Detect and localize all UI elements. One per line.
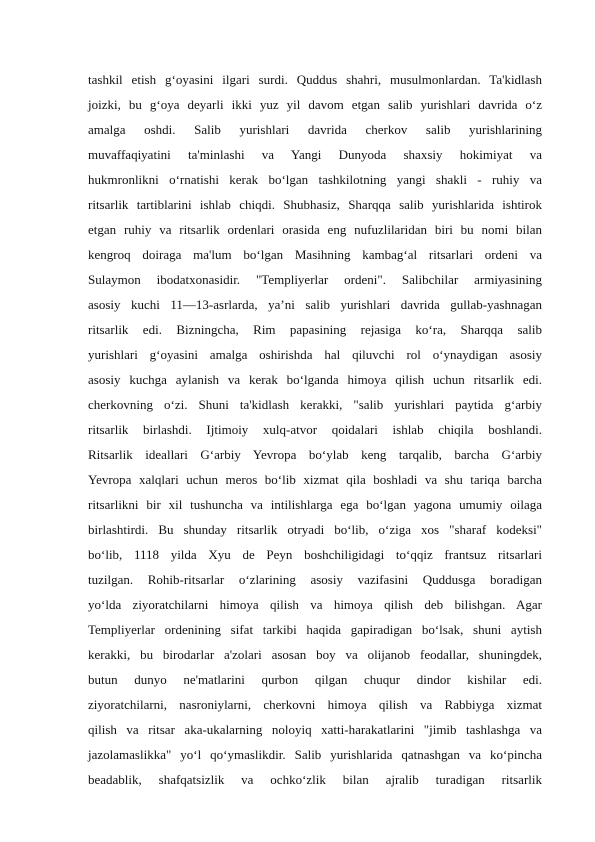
text-line: yo‘lda ziyoratchilarni himoya qilish va himoya qilish deb bilishgan. Agar [88, 597, 542, 612]
text-line: Sulaymon ibodatxonasidir. "Templiyerlar ordeni". Salibchilar armiyasining [88, 272, 542, 287]
text-line: cherkovning o‘zi. Shuni ta'kidlash kerakki, "salib yurishlari paytida g‘arbiy [88, 397, 542, 412]
text-line: muvaffaqiyatini ta'minlashi va Yangi Dunyoda shaxsiy hokimiyat va [88, 147, 542, 162]
text-line: kengroq doiraga ma'lum bo‘lgan Masihning kambag‘al ritsarlari ordeni va [88, 247, 542, 262]
text-line: bo‘lib, 1118 yilda Xyu de Peyn boshchiligidagi to‘qqiz frantsuz ritsarlari [88, 547, 542, 562]
text-line: qilish va ritsar aka-ukalarning noloyiq xatti-harakatlarini "jimib tashlashga va [88, 722, 542, 737]
text-line: jazolamaslikka" yo‘l qo‘ymaslikdir. Salib yurishlarida qatnashgan va ko‘pincha [88, 747, 542, 762]
text-line: tashkil etish g‘oyasini ilgari surdi. Quddus shahri, musulmonlardan. Ta'kidlash [88, 72, 542, 87]
text-line: hukmronlikni o‘rnatishi kerak bo‘lgan tashkilotning yangi shakli - ruhiy va [88, 172, 542, 187]
text-line: birlashtirdi. Bu shunday ritsarlik otryadi bo‘lib, o‘ziga xos "sharaf kodeksi" [88, 522, 542, 537]
text-line: joizki, bu g‘oya deyarli ikki yuz yil davom etgan salib yurishlari davrida o‘z [88, 97, 542, 112]
text-line: amalga oshdi. Salib yurishlari davrida cherkov salib yurishlarining [88, 122, 542, 137]
text-line: tuzilgan. Rohib-ritsarlar o‘zlarining asosiy vazifasini Quddusga boradigan [88, 572, 542, 587]
text-line: Yevropa xalqlari uchun meros bo‘lib xizmat qila boshladi va shu tariqa barcha [88, 472, 542, 487]
text-line: ziyoratchilarni, nasroniylarni, cherkovni himoya qilish va Rabbiyga xizmat [88, 697, 542, 712]
body-text [88, 67, 542, 792]
text-line: ritsarlik birlashdi. Ijtimoiy xulq-atvor qoidalari ishlab chiqila boshlandi. [88, 422, 542, 437]
text-line: asosiy kuchga aylanish va kerak bo‘lganda himoya qilish uchun ritsarlik edi. [88, 372, 542, 387]
text-line: yurishlari g‘oyasini amalga oshirishda hal qiluvchi rol o‘ynaydigan asosiy [88, 347, 542, 362]
text-line: beadablik, shafqatsizlik va ochko‘zlik bilan ajralib turadigan ritsarlik [88, 772, 542, 787]
text-line: etgan ruhiy va ritsarlik ordenlari orasida eng nufuzlilaridan biri bu nomi bilan [88, 222, 542, 237]
text-line: asosiy kuchi 11—13-asrlarda, ya’ni salib yurishlari davrida gullab-yashnagan [88, 297, 542, 312]
text-line: Templiyerlar ordenining sifat tarkibi haqida gapiradigan bo‘lsak, shuni aytish [88, 622, 542, 637]
text-line: ritsarlik tartiblarini ishlab chiqdi. Shubhasiz, Sharqqa salib yurishlarida ishtirok [88, 197, 542, 212]
text-line: kerakki, bu birodarlar a'zolari asosan boy va olijanob feodallar, shuningdek, [88, 647, 542, 662]
text-line: ritsarlikni bir xil tushuncha va intilishlarga ega bo‘lgan yagona umumiy oilaga [88, 497, 542, 512]
text-line: Ritsarlik ideallari G‘arbiy Yevropa bo‘ylab keng tarqalib, barcha G‘arbiy [88, 447, 542, 462]
text-line: ritsarlik edi. Bizningcha, Rim papasining rejasiga ko‘ra, Sharqqa salib [88, 322, 542, 337]
text-line: butun dunyo ne'matlarini qurbon qilgan chuqur dindor kishilar edi. [88, 672, 542, 687]
